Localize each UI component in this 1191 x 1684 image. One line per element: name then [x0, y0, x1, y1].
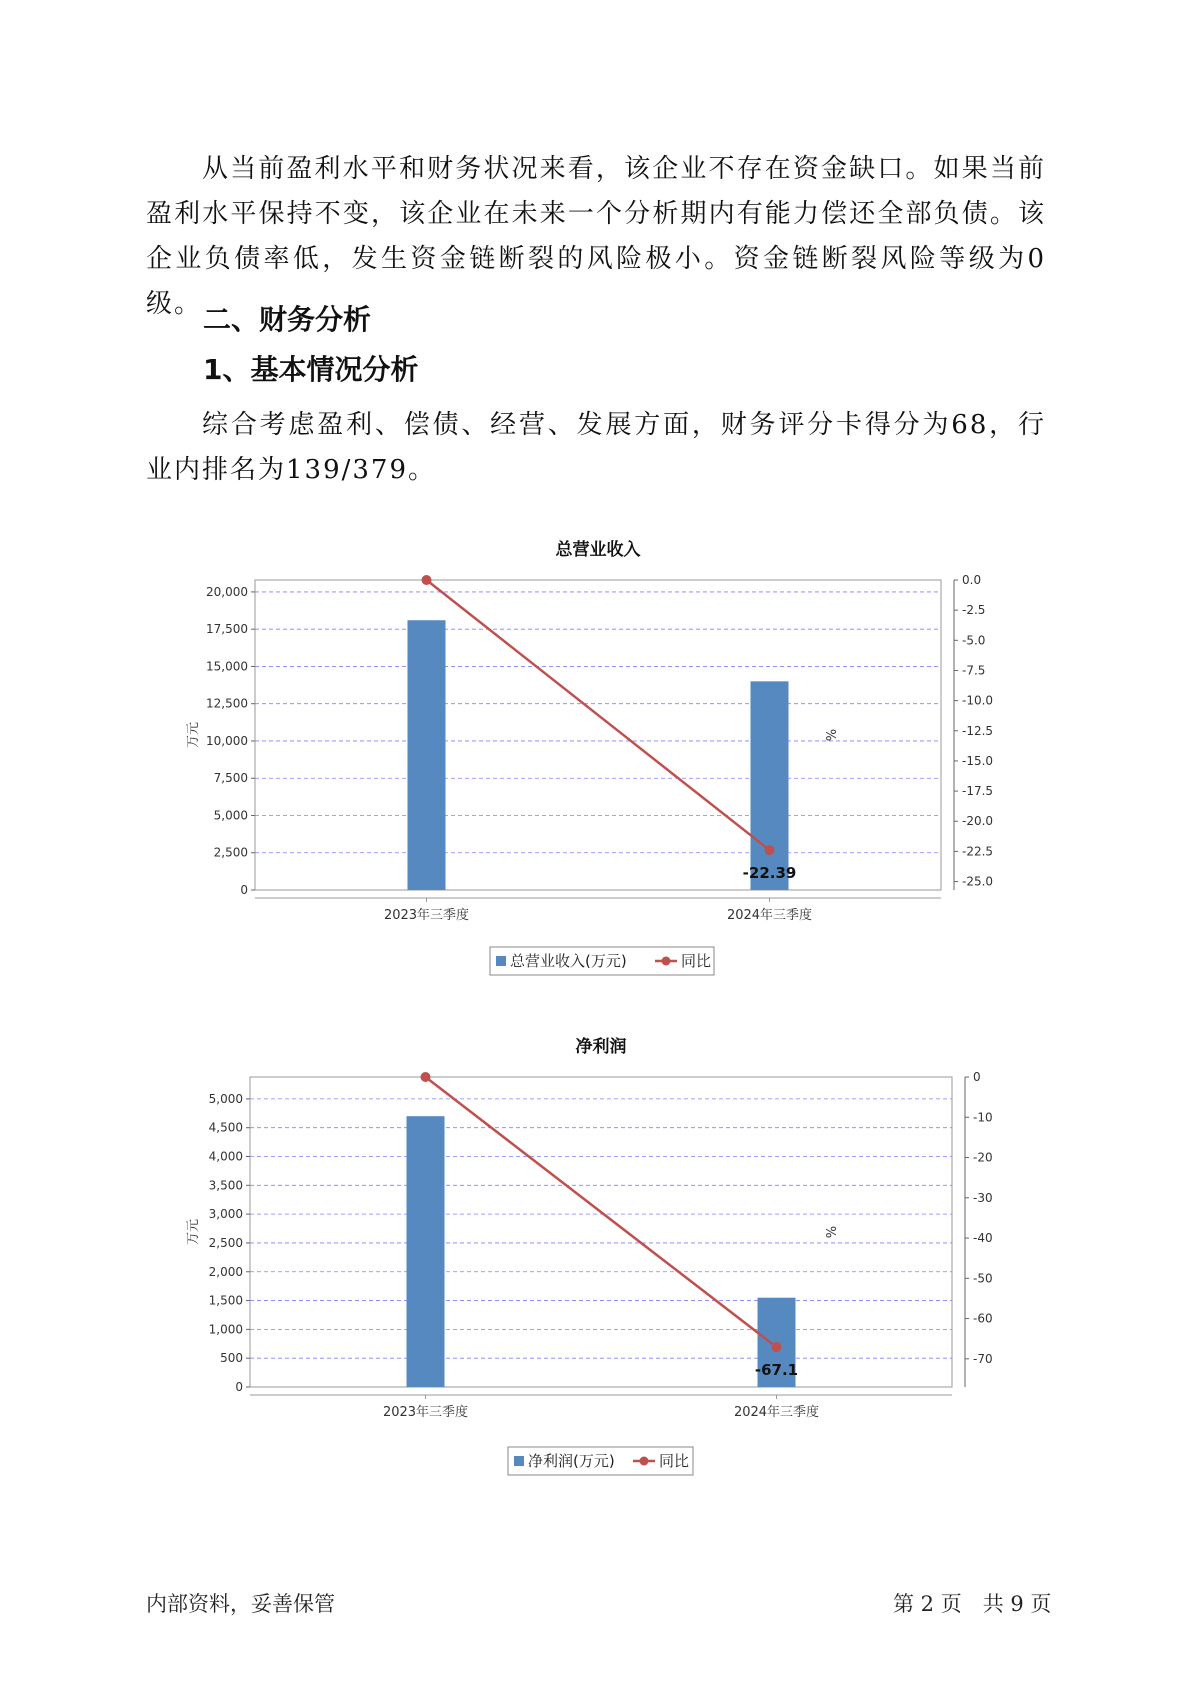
bar-0 — [408, 620, 446, 890]
y2-axis-title: % — [822, 1225, 837, 1239]
y-tick-label: 0 — [235, 1380, 243, 1394]
y2-tick-label: -22.5 — [962, 844, 994, 859]
y-tick-label: 3,000 — [208, 1207, 243, 1222]
legend-line-label: 同比 — [681, 952, 712, 970]
y-tick-label: 1,000 — [208, 1322, 243, 1337]
y-tick-label: 12,500 — [206, 696, 248, 711]
y2-tick-label: -70 — [973, 1351, 993, 1366]
y2-tick-label: -2.5 — [962, 603, 986, 618]
y2-tick-label: -17.5 — [962, 784, 994, 799]
y2-tick-label: 0 — [973, 1070, 981, 1084]
yoy-point-1 — [772, 1342, 782, 1352]
y-tick-label: 5,000 — [208, 1091, 243, 1106]
y2-tick-label: 0.0 — [962, 573, 982, 587]
section-heading: 二、财务分析 — [203, 303, 372, 336]
y-axis-title: 万元 — [186, 721, 201, 749]
x-tick-label: 2024年三季度 — [726, 908, 813, 923]
y-tick-label: 1,500 — [208, 1293, 243, 1308]
y-tick-label: 5,000 — [213, 808, 248, 823]
y-tick-label: 15,000 — [206, 659, 248, 674]
revenue-chart — [180, 525, 1000, 980]
y-tick-label: 2,000 — [208, 1264, 243, 1279]
legend-line-label: 同比 — [659, 1452, 690, 1470]
yoy-data-label: -67.1 — [754, 1361, 799, 1380]
y2-tick-label: -20 — [973, 1150, 993, 1165]
y-tick-label: 4,000 — [208, 1149, 243, 1164]
plot-area — [250, 1077, 952, 1387]
y-tick-label: 4,500 — [208, 1120, 243, 1135]
y-tick-label: 7,500 — [213, 771, 248, 786]
plot-area — [255, 580, 941, 890]
footer-confidential: 内部资料，妥善保管 — [146, 1592, 335, 1616]
y2-tick-label: -15.0 — [962, 753, 994, 768]
y2-tick-label: -12.5 — [962, 723, 994, 738]
paragraph-score: 综合考虑盈利、偿债、经营、发展方面，财务评分卡得分为68，行业内排名为139/379。 — [146, 410, 1046, 485]
y2-tick-label: -50 — [973, 1271, 993, 1286]
legend-bar-swatch — [496, 956, 506, 966]
y2-tick-label: -40 — [973, 1231, 993, 1246]
y-tick-label: 500 — [220, 1351, 243, 1366]
y-tick-label: 20,000 — [206, 584, 248, 599]
chart-title: 净利润 — [575, 1037, 627, 1057]
y2-tick-label: -20.0 — [962, 814, 994, 829]
y-tick-label: 2,500 — [208, 1235, 243, 1250]
y2-tick-label: -30 — [973, 1190, 993, 1205]
bar-0 — [407, 1116, 445, 1387]
chart-title: 总营业收入 — [555, 540, 641, 560]
yoy-point-0 — [421, 1072, 431, 1082]
legend-bar-label: 总营业收入(万元) — [510, 952, 627, 970]
y-tick-label: 0 — [240, 883, 248, 897]
y-axis-title: 万元 — [186, 1218, 201, 1246]
y-tick-label: 3,500 — [208, 1178, 243, 1193]
legend-line-marker — [662, 957, 671, 966]
x-tick-label: 2024年三季度 — [733, 1405, 820, 1420]
y2-tick-label: -25.0 — [962, 874, 994, 889]
y2-tick-label: -5.0 — [962, 633, 986, 648]
x-tick-label: 2023年三季度 — [382, 1405, 469, 1420]
legend-bar-swatch — [514, 1456, 524, 1466]
paragraph-funding-gap: 从当前盈利水平和财务状况来看，该企业不存在资金缺口。如果当前盈利水平保持不变，该企业在未来一个分析期内有能力偿还全部负债。该企业负债率低，发生资金链断裂的风险极小。资金链断裂风险等级为0级。 — [146, 154, 1046, 319]
yoy-data-label: -22.39 — [742, 864, 797, 883]
y-tick-label: 2,500 — [213, 845, 248, 860]
net-profit-chart — [180, 1020, 1000, 1480]
yoy-point-1 — [765, 845, 775, 855]
x-tick-label: 2023年三季度 — [383, 908, 470, 923]
y2-tick-label: -60 — [973, 1311, 993, 1326]
y2-axis-title: % — [822, 728, 837, 742]
y-tick-label: 17,500 — [206, 622, 248, 637]
footer-page-number: 第 2 页 共 9 页 — [893, 1592, 1052, 1616]
y2-tick-label: -10 — [973, 1110, 993, 1125]
legend-bar-label: 净利润(万元) — [528, 1452, 615, 1470]
y-tick-label: 10,000 — [206, 733, 248, 748]
y2-tick-label: -10.0 — [962, 693, 994, 708]
y2-tick-label: -7.5 — [962, 663, 986, 678]
yoy-point-0 — [422, 575, 432, 585]
subsection-heading: 1、基本情况分析 — [203, 353, 419, 386]
bar-1 — [751, 681, 789, 890]
legend-line-marker — [640, 1457, 649, 1466]
